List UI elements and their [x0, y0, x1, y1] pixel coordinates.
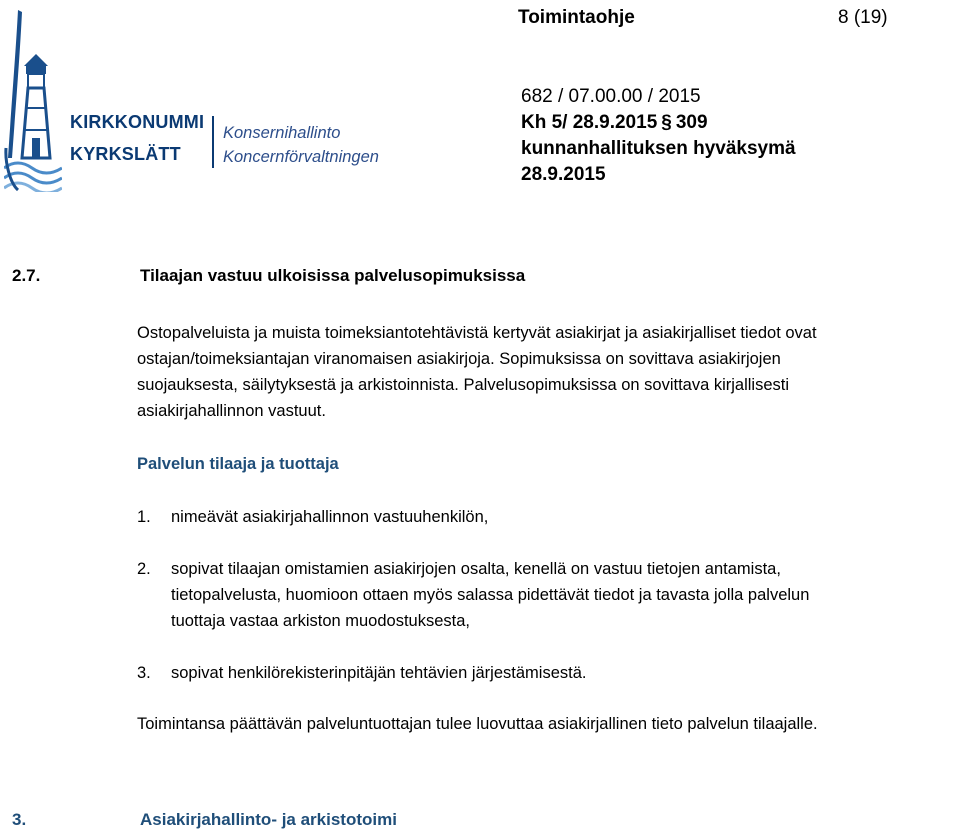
department-name-sv: Koncernförvaltningen: [223, 148, 379, 166]
approval-stamp: [521, 84, 796, 188]
closing-paragraph: Toimintansa päättävän palveluntuottajan tulee luovuttaa asiakirjallinen tieto palvelun tilaajalle.: [137, 715, 818, 733]
list-item-number: 2.: [137, 560, 151, 578]
list-item-text: [171, 660, 951, 686]
list-item-line: sopivat tilaajan omistamien asiakirjojen osalta, kenellä on vastuu tietojen antamista,: [171, 560, 781, 578]
lighthouse-icon: [4, 8, 62, 192]
paragraph-line: Ostopalveluista ja muista toimeksiantotehtävistä kertyvät asiakirjat ja asiakirjalliset tiedot ovat: [137, 324, 817, 342]
logo-divider: [212, 116, 214, 168]
department-name-fi: Konsernihallinto: [223, 124, 341, 142]
list-item-line: nimeävät asiakirjahallinnon vastuuhenkilön,: [171, 508, 489, 526]
section-number: 309: [675, 112, 708, 133]
paragraph-line: suojauksesta, säilytyksestä ja arkistoinnista. Palvelusopimuksissa on sovittava kirjallisesti: [137, 376, 790, 394]
approval-text: kunnanhallituksen hyväksymä: [521, 138, 796, 159]
list-item-line: sopivat henkilörekisterinpitäjän tehtävien järjestämisestä.: [171, 664, 587, 682]
brand-name-sv: KYRKSLÄTT: [70, 144, 181, 164]
list-item-text: [171, 556, 951, 634]
list-item: [137, 660, 952, 686]
paragraph-line: ostajan/toimeksiantajan viranomaisen asiakirjoja. Sopimuksissa on sovittava asiakirjojen: [137, 350, 781, 368]
section-title: Tilaajan vastuu ulkoisissa palvelusopimuksissa: [140, 266, 526, 285]
list-item-number: 3.: [137, 664, 151, 682]
meeting-reference: [521, 110, 796, 136]
section-number: 3.: [12, 810, 27, 829]
section-title: Asiakirjahallinto- ja arkistotoimi: [140, 810, 397, 829]
list-item: [137, 556, 952, 636]
organization-logo: [0, 0, 400, 195]
reference-number: 682 / 07.00.00 / 2015: [521, 86, 701, 107]
list-item-line: tietopalvelusta, huomioon ottaen myös salassa pidettävät tiedot ja tavasta jolla palvelun: [171, 586, 810, 604]
list-item-text: [171, 504, 951, 530]
list-item-line: tuottaja vastaa arkiston muodostuksesta,: [171, 612, 470, 630]
section-mark: §: [661, 112, 672, 133]
intro-paragraph: [137, 320, 952, 424]
section-number: 2.7.: [12, 266, 41, 285]
meeting-prefix: Kh 5/ 28.9.2015: [521, 112, 658, 133]
list-item-number: 1.: [137, 508, 151, 526]
document-type: Toimintaohje: [518, 7, 635, 28]
approval-date: 28.9.2015: [521, 164, 606, 185]
page-number: 8 (19): [838, 7, 888, 28]
subheading: Palvelun tilaaja ja tuottaja: [137, 455, 339, 473]
brand-name-fi: KIRKKONUMMI: [70, 112, 205, 132]
paragraph-line: asiakirjahallinnon vastuut.: [137, 402, 326, 420]
list-item: [137, 504, 952, 530]
